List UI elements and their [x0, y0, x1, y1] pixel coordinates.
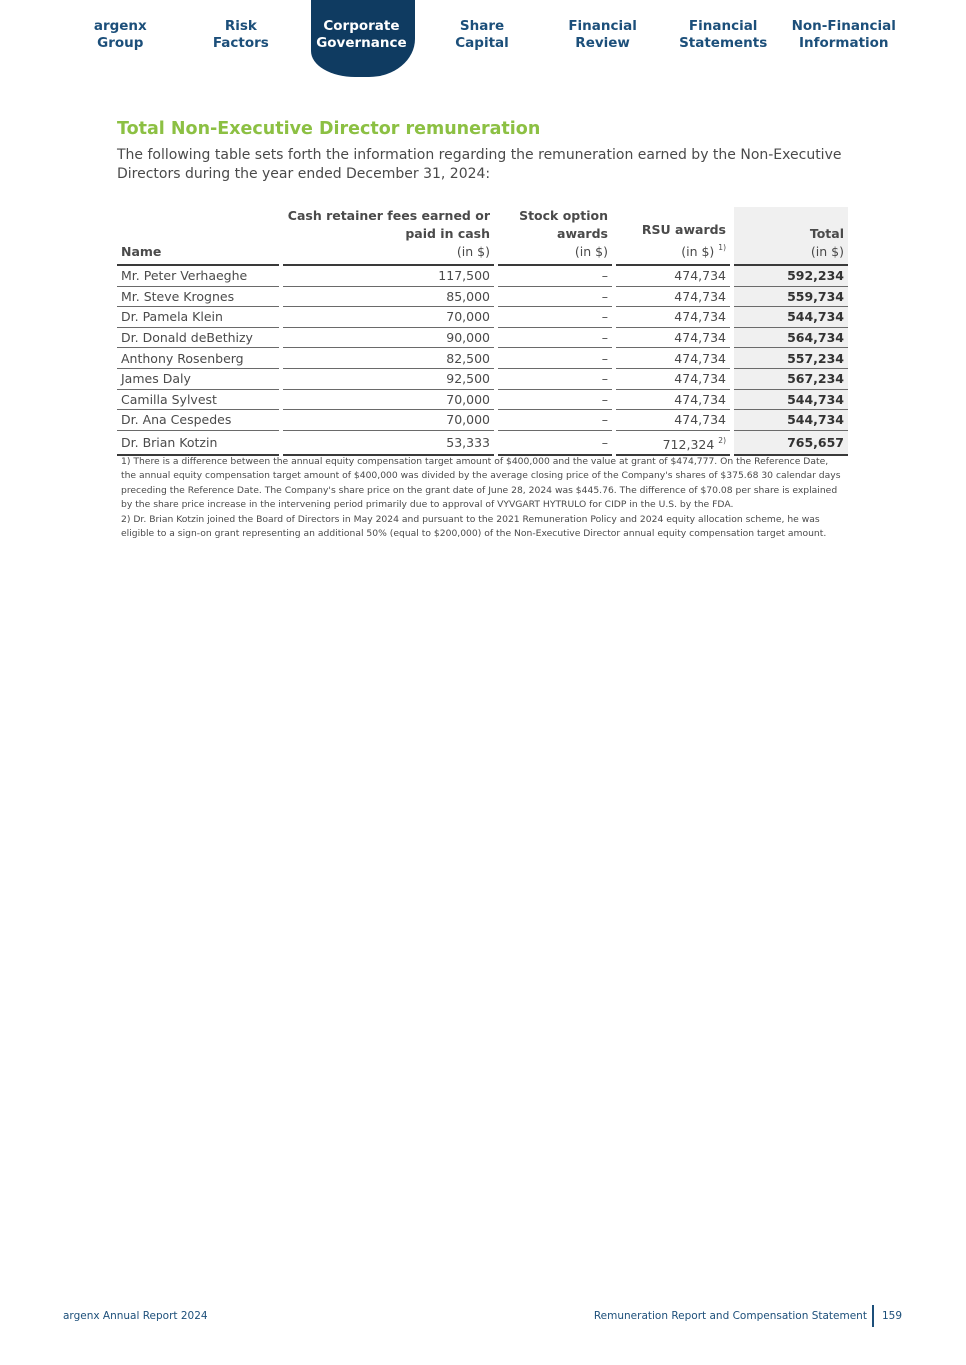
cell-stock-value: – [601, 268, 608, 284]
cell-total [734, 389, 848, 410]
cell-stock [498, 307, 612, 328]
header-cash-line2: paid in cash [405, 226, 490, 241]
cell-cash [283, 368, 494, 389]
cell-rsu [616, 286, 730, 307]
cell-cash [283, 410, 494, 431]
nav-tab-non-financial-information[interactable] [783, 0, 904, 80]
cell-total-value: 564,734 [787, 330, 844, 346]
nav-tab-argenx-group[interactable] [60, 0, 181, 80]
nav-tab-label-line2: Review [575, 35, 630, 51]
footer-divider [872, 1305, 874, 1327]
footnote-2: 2) Dr. Brian Kotzin joined the Board of Directors in May 2024 and pursuant to the 2021 Remuneration Policy and 2024 equity allocation scheme, he was eligible to a sign-on grant representing an additional 50% (equal to $200,000) of the Non-Executive Director annual equity compensation target amount. [121, 513, 827, 540]
footer-report-title: argenx Annual Report 2024 [63, 1310, 208, 1322]
cell-total [734, 348, 848, 369]
cell-cash [283, 348, 494, 369]
section-title: Total Non-Executive Director remuneration [117, 119, 541, 139]
cell-rsu [616, 368, 730, 389]
cell-stock [498, 327, 612, 348]
cell-rsu-value: 712,324 [662, 436, 715, 452]
cell-cash [283, 430, 494, 455]
header-total [734, 207, 848, 265]
header-rsu-unit-wrap [620, 239, 726, 261]
cell-cash-value: 70,000 [446, 412, 490, 428]
cell-stock-value: – [601, 371, 608, 387]
cell-rsu-value: 474,734 [674, 350, 726, 366]
cell-rsu [616, 348, 730, 369]
cell-name-value: Dr. Pamela Klein [121, 309, 223, 325]
cell-rsu-value: 474,734 [674, 371, 726, 387]
cell-stock [498, 286, 612, 307]
nav-tab-label-line1: Financial [568, 18, 637, 34]
header-cash-unit: (in $) [456, 244, 490, 259]
cell-cash-value: 85,000 [446, 288, 490, 304]
cell-total-value: 557,234 [787, 350, 844, 366]
cell-name [117, 368, 279, 389]
page-number: 159 [881, 1310, 902, 1322]
nav-tab-financial-statements[interactable] [663, 0, 784, 80]
cell-stock-value: – [601, 391, 608, 407]
cell-total-value: 544,734 [787, 309, 844, 325]
cell-rsu [616, 327, 730, 348]
cell-cash [283, 389, 494, 410]
cell-stock-value: – [601, 350, 608, 366]
header-cash [283, 207, 494, 265]
header-stock-unit: (in $) [574, 244, 608, 259]
cell-name-value: Mr. Peter Verhaeghe [121, 268, 248, 284]
nav-tab-label-line2: Governance [316, 35, 407, 51]
cell-cash [283, 327, 494, 348]
cell-total [734, 327, 848, 348]
cell-cash-value: 53,333 [446, 434, 490, 450]
header-stock-line1: Stock option [519, 208, 608, 223]
top-navigation [60, 0, 904, 80]
cell-cash-value: 117,500 [438, 268, 490, 284]
footnotes [121, 455, 846, 541]
table-row [117, 265, 848, 286]
cell-cash [283, 265, 494, 286]
nav-tab-label-line2: Information [798, 35, 889, 51]
remuneration-table [117, 207, 848, 456]
nav-tab-label-line1: argenx [93, 18, 147, 34]
cell-rsu [616, 265, 730, 286]
footer-right [594, 1305, 902, 1327]
cell-name-value: Anthony Rosenberg [121, 350, 244, 366]
nav-tab-label-line2: Capital [455, 35, 509, 51]
cell-rsu [616, 307, 730, 328]
cell-total-value: 592,234 [787, 268, 844, 284]
nav-tab-label-line2: Statements [679, 35, 768, 51]
cell-rsu-value: 474,734 [674, 288, 726, 304]
cell-name [117, 410, 279, 431]
cell-name-value: Camilla Sylvest [121, 391, 217, 407]
cell-name [117, 265, 279, 286]
cell-name [117, 327, 279, 348]
nav-tab-share-capital[interactable] [422, 0, 543, 80]
header-rsu [616, 207, 730, 265]
cell-rsu-value: 474,734 [674, 412, 726, 428]
cell-cash-value: 82,500 [446, 350, 490, 366]
cell-total [734, 286, 848, 307]
cell-name [117, 348, 279, 369]
header-rsu-unit: (in $) [681, 244, 715, 259]
cell-name [117, 430, 279, 455]
cell-rsu-value: 474,734 [674, 391, 726, 407]
cell-name-value: Dr. Ana Cespedes [121, 412, 232, 428]
header-cash-line1: Cash retainer fees earned or [287, 208, 490, 223]
nav-tab-label-line1: Financial [688, 18, 758, 34]
table-row [117, 389, 848, 410]
cell-cash [283, 307, 494, 328]
nav-tab-label-line2: Factors [212, 35, 269, 51]
cell-stock [498, 430, 612, 455]
nav-tab-label-line1: Share [459, 18, 505, 34]
header-name-label: Name [121, 244, 162, 259]
cell-cash-value: 92,500 [446, 371, 490, 387]
cell-cash [283, 286, 494, 307]
cell-name-value: James Daly [121, 371, 191, 387]
cell-rsu-value: 474,734 [674, 330, 726, 346]
table-row [117, 307, 848, 328]
nav-tab-label-line1: Non-Financial [791, 18, 896, 34]
cell-name-value: Mr. Steve Krognes [121, 288, 235, 304]
cell-total-value: 544,734 [787, 391, 844, 407]
table-row [117, 410, 848, 431]
header-stock [498, 207, 612, 265]
cell-stock [498, 348, 612, 369]
header-total-line1: Total [809, 226, 844, 241]
cell-total [734, 307, 848, 328]
cell-stock [498, 389, 612, 410]
cell-stock-value: – [601, 309, 608, 325]
cell-total [734, 410, 848, 431]
cell-name [117, 389, 279, 410]
table-row [117, 327, 848, 348]
cell-stock-value: – [601, 434, 608, 450]
cell-rsu [616, 410, 730, 431]
cell-cash-value: 90,000 [446, 330, 490, 346]
cell-rsu [616, 430, 730, 455]
cell-name [117, 286, 279, 307]
cell-stock [498, 410, 612, 431]
cell-stock [498, 368, 612, 389]
cell-stock-value: – [601, 330, 608, 346]
table-row [117, 368, 848, 389]
cell-total [734, 265, 848, 286]
footnote-ref: 1) [718, 243, 726, 252]
cell-total-value: 765,657 [787, 434, 844, 450]
nav-tab-corporate-governance[interactable] [301, 0, 422, 80]
header-stock-line2: awards [557, 226, 608, 241]
cell-stock-value: – [601, 288, 608, 304]
cell-rsu [616, 389, 730, 410]
cell-cash-value: 70,000 [446, 391, 490, 407]
cell-total-value: 544,734 [787, 412, 844, 428]
cell-rsu-value: 474,734 [674, 268, 726, 284]
header-total-unit: (in $) [810, 244, 844, 259]
cell-name-value: Dr. Brian Kotzin [121, 434, 218, 450]
nav-tab-label-line1: Corporate [323, 18, 400, 34]
cell-total [734, 368, 848, 389]
cell-name-value: Dr. Donald deBethizy [121, 330, 253, 346]
cell-cash-value: 70,000 [446, 309, 490, 325]
header-rsu-line1: RSU awards [641, 222, 726, 237]
table-header-row [117, 207, 848, 265]
footer-section-title: Remuneration Report and Compensation Statement [593, 1310, 867, 1322]
cell-rsu-value: 474,734 [674, 309, 726, 325]
nav-tab-financial-review[interactable] [542, 0, 663, 80]
nav-tab-risk-factors[interactable] [181, 0, 302, 80]
cell-stock-value: – [601, 412, 608, 428]
cell-total [734, 430, 848, 455]
cell-total-value: 559,734 [787, 288, 844, 304]
nav-tab-label-line2: Group [97, 35, 144, 51]
table-row [117, 430, 848, 455]
table-row [117, 286, 848, 307]
header-name [117, 207, 279, 265]
cell-name [117, 307, 279, 328]
cell-total-value: 567,234 [787, 371, 844, 387]
intro-paragraph: The following table sets forth the information regarding the remuneration earned by the Non-Executive Directors during the year ended December 31, 2024: [117, 147, 842, 182]
nav-tab-label-line1: Risk [224, 18, 257, 34]
footnote-ref: 2) [718, 435, 726, 445]
cell-stock [498, 265, 612, 286]
footnote-1: 1) There is a difference between the annual equity compensation target amount of $400,000 and the value at grant of $474,777. On the Reference Date, the annual equity compensation target amount of $400,000 was divided by the average closing price of the Company's shares of $375.68 30 calendar days preceding the Reference Date. The Company's share price on the grant date of June 28, 2024 was $445.76. The difference of $70.08 per share is explained by the share price increase in the intervening period primarily due to approval of VYVGART HYTRULO for CIDP in the U.S. by the FDA. [121, 456, 841, 511]
table-row [117, 348, 848, 369]
